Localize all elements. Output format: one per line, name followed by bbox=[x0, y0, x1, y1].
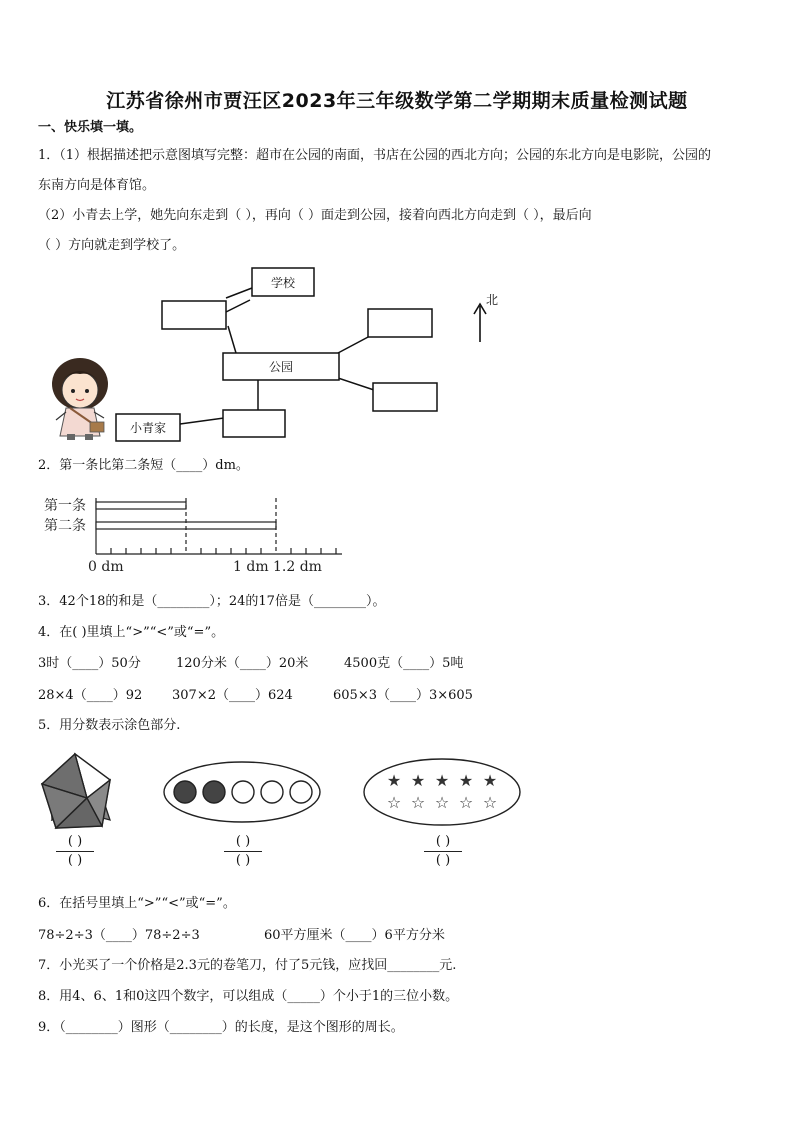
park-label: 公园 bbox=[268, 360, 294, 374]
q1-part2-line2: （ ）方向就走到学校了。 bbox=[38, 238, 186, 253]
ruler-tick-1: 1 dm bbox=[233, 559, 269, 575]
cinema-box[interactable] bbox=[368, 309, 432, 337]
girl-illustration bbox=[52, 358, 108, 440]
ruler-tick-0: 0 dm bbox=[88, 559, 124, 575]
q6-row-item2: 60平方厘米（____）6平方分米 bbox=[264, 928, 445, 943]
stars-figure bbox=[364, 759, 520, 825]
q1-part2-line1: （2）小青去上学，她先向东走到（ ），再向（ ）面走到公园，接着向西北方向走到（ ），最后向 bbox=[38, 208, 592, 223]
page-title: 江苏省徐州市贾汪区2023年三年级数学第二学期期末质量检测试题 bbox=[106, 90, 688, 112]
fraction-blank-3[interactable] bbox=[418, 834, 468, 869]
north-label: 北 bbox=[485, 293, 499, 307]
q4-row1-item1: 3时（____）50分 bbox=[38, 656, 141, 671]
q5-figures bbox=[30, 750, 540, 840]
q5-text: 5．用分数表示涂色部分. bbox=[38, 718, 181, 733]
fraction-denominator: ( ) bbox=[435, 853, 451, 868]
supermarket-box[interactable] bbox=[223, 410, 285, 437]
star-icon: ★ bbox=[386, 771, 402, 790]
fraction-numerator: ( ) bbox=[67, 834, 83, 849]
q4-text: 4．在( )里填上“>”“<”或“=”。 bbox=[38, 625, 225, 640]
gym-box[interactable] bbox=[373, 383, 437, 411]
star-outline-icon: ☆ bbox=[410, 793, 426, 812]
circles-figure bbox=[164, 762, 320, 822]
star-outline-icon: ☆ bbox=[458, 793, 474, 812]
ruler-label-second: 第二条 bbox=[44, 518, 86, 534]
q3-text: 3．42个18的和是（________）；24的17倍是（________）。 bbox=[38, 594, 386, 609]
strip-first bbox=[96, 502, 186, 509]
star-outline-icon: ☆ bbox=[434, 793, 450, 812]
bookstore-box[interactable] bbox=[162, 301, 226, 329]
fraction-blank-1[interactable] bbox=[50, 834, 100, 869]
ruler-tick-12: 1.2 dm bbox=[273, 559, 322, 575]
q4-row2-item2: 307×2（____）624 bbox=[172, 688, 293, 703]
star-outline-icon: ☆ bbox=[386, 793, 402, 812]
ruler-label-first: 第一条 bbox=[44, 498, 86, 514]
fraction-numerator: ( ) bbox=[435, 834, 451, 849]
fraction-denominator: ( ) bbox=[235, 853, 251, 868]
fraction-denominator: ( ) bbox=[67, 853, 83, 868]
q6-row-item1: 78÷2÷3（____）78÷2÷3 bbox=[38, 928, 200, 943]
q4-row2-item3: 605×3（____）3×605 bbox=[333, 688, 473, 703]
q2-text: 2．第一条比第二条短（____）dm。 bbox=[38, 458, 249, 473]
q6-text: 6．在括号里填上“>”“<”或“=”。 bbox=[38, 896, 236, 911]
q2-ruler-diagram bbox=[30, 490, 390, 580]
north-arrow-icon bbox=[474, 304, 486, 342]
star-icon: ★ bbox=[410, 771, 426, 790]
star-icon: ★ bbox=[482, 771, 498, 790]
home-label: 小青家 bbox=[129, 421, 167, 435]
q7-text: 7．小光买了一个价格是2.3元的卷笔刀，付了5元钱，应找回________元. bbox=[38, 958, 457, 973]
q4-row1-item2: 120分米（____）20米 bbox=[176, 656, 309, 671]
q1-map-diagram bbox=[0, 258, 794, 448]
q8-text: 8．用4、6、1和0这四个数字，可以组成（_____）个小于1的三位小数。 bbox=[38, 989, 459, 1004]
pentagon-figure bbox=[42, 754, 110, 828]
q1-part1-line1: 1．（1）根据描述把示意图填写完整：超市在公园的南面，书店在公园的西北方向；公园的东北方向是电影院，公园的 bbox=[38, 148, 712, 163]
q9-text: 9．（________）图形（________）的长度，是这个图形的周长。 bbox=[38, 1020, 404, 1035]
fraction-blank-2[interactable] bbox=[218, 834, 268, 869]
star-outline-icon: ☆ bbox=[482, 793, 498, 812]
star-icon: ★ bbox=[458, 771, 474, 790]
fraction-numerator: ( ) bbox=[235, 834, 251, 849]
school-label: 学校 bbox=[270, 276, 296, 290]
q1-part1-line2: 东南方向是体育馆。 bbox=[38, 178, 156, 193]
section-heading: 一、快乐填一填。 bbox=[38, 120, 143, 135]
q4-row2-item1: 28×4（____）92 bbox=[38, 688, 143, 703]
q4-row1-item3: 4500克（____）5吨 bbox=[344, 656, 464, 671]
star-icon: ★ bbox=[434, 771, 450, 790]
